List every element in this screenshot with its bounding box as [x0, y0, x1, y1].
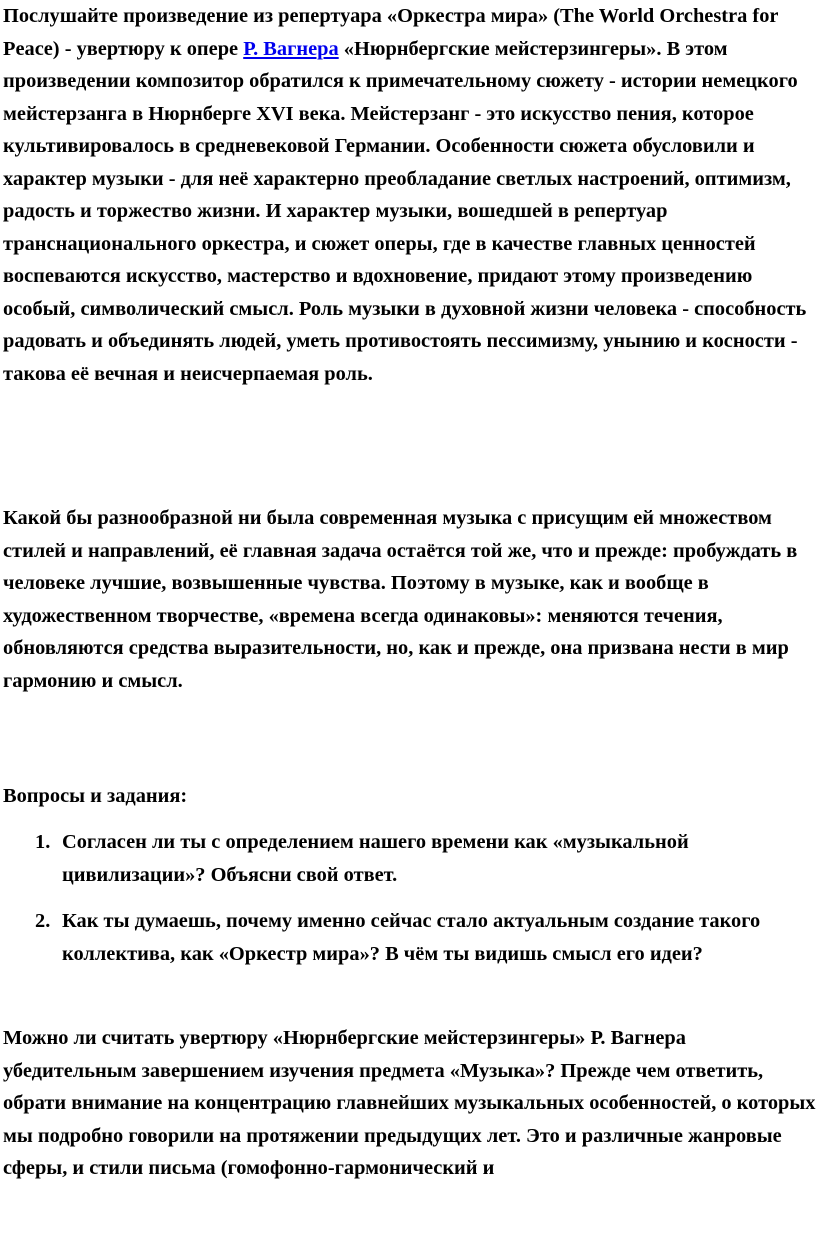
intro-text-start: Послушайте произведение из репертуара «Оркестра мира» (The World Orchestra for Peace) - увертюру к опере: [3, 5, 779, 60]
intro-text-end: «Нюрнбергские мейстерзингеры». В этом произведении композитор обратился к примечательному сюжету - истории немецкого мейстерзанга в Нюрнберге XVI века. Мейстерзанг - это искусство пения, которое культивировалось в средневековой Германии. Особенности сюжета обусловили и характер музыки - для неё характерно преобладание светлых настроений, оптимизм, радость и торжество жизни. И характер музыки, вошедшей в репертуар транснационального оркестра, и сюжет оперы, где в качестве главных ценностей воспеваются искусство, мастерство и вдохновение, придают этому произведению особый, символический смысл. Роль музыки в духовной жизни человека - способность радовать и объединять людей, уметь противостоять пессимизму, унынию и косности - такова её вечная и неисчерпаемая роль.: [3, 37, 807, 385]
question-text: Как ты думаешь, почему именно сейчас стало актуальным создание такого коллектива, как «Оркестр мира»? В чём ты видишь смысл его идеи?: [62, 910, 761, 965]
question-number: 2.: [35, 910, 51, 932]
conclusion-paragraph: Можно ли считать увертюру «Нюрнбергские мейстерзингеры» Р. Вагнера убедительным завершением изучения предмета «Музыка»? Прежде чем ответить, обрати внимание на концентрацию главнейших музыкальных особенностей, о которых мы подробно говорили на протяжении предыдущих лет. Это и различные жанровые сферы, и стили письма (гомофонно-гармонический и: [3, 1027, 816, 1179]
questions-list: [0, 826, 816, 970]
wagner-link[interactable]: Р. Вагнера: [243, 37, 339, 60]
question-item: [0, 905, 812, 970]
modern-music-paragraph: Какой бы разнообразной ни была современная музыка с присущим ей множеством стилей и направлений, её главная задача остаётся той же, что и прежде: пробуждать в человеке лучшие, возвышенные чувства. Поэтому в музыке, как и вообще в художественном творчестве, «времена всегда одинаковы»: меняются течения, обновляются средства выразительности, но, как и прежде, она призвана нести в мир гармонию и смысл.: [3, 507, 798, 692]
question-number: 1.: [35, 831, 51, 853]
question-item: [0, 826, 812, 891]
question-text: Согласен ли ты с определением нашего времени как «музыкальной цивилизации»? Объясни свой ответ.: [62, 831, 689, 886]
questions-heading: Вопросы и задания:: [3, 785, 188, 807]
intro-paragraph: [0, 0, 816, 390]
